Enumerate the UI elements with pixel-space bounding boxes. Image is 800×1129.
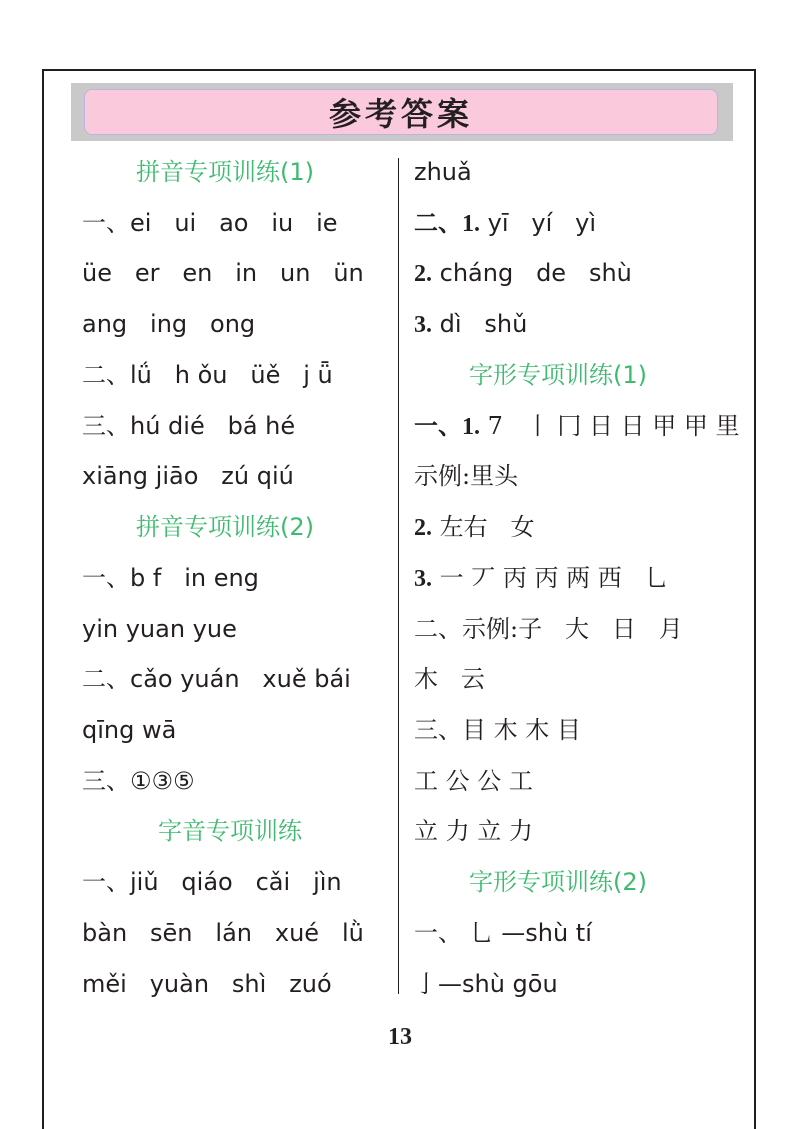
answer-line: 二、示例:子 大 日 月 xyxy=(414,615,683,643)
item-number: 二、1. xyxy=(414,211,480,237)
page-title: 参考答案 xyxy=(84,89,718,135)
answer-line: 三、①③⑤ xyxy=(82,767,195,795)
answer-line: 立 力 立 力 xyxy=(414,817,533,845)
answer-line: 一、ei ui ao iu ie xyxy=(82,209,338,237)
column-divider xyxy=(398,158,399,994)
section-heading-char-sound: 字音专项训练 xyxy=(158,817,302,845)
answer-line: qīng wā xyxy=(82,716,177,744)
answer-line xyxy=(414,406,740,446)
answer-line: xiāng jiāo zú qiú xyxy=(82,462,294,490)
answer-line: yin yuan yue xyxy=(82,615,237,643)
answer-line: 一、jiǔ qiáo cǎi jìn xyxy=(82,868,342,896)
item-number: 2. xyxy=(414,261,432,287)
section-heading-pinyin-1: 拼音专项训练(1) xyxy=(136,158,314,186)
stroke-order: 一 丆 丙 丙 两 西 乚 xyxy=(432,564,669,592)
answer-line: 示例:里头 xyxy=(414,462,519,490)
page-number: 13 xyxy=(388,1024,412,1050)
answer-line: 一、b f in eng xyxy=(82,564,259,592)
answer-line: 二、cǎo yuán xuě bái xyxy=(82,665,351,693)
answer-line xyxy=(414,558,669,598)
answer-line: 三、hú dié bá hé xyxy=(82,412,296,440)
answer-text: cháng de shù xyxy=(432,259,632,287)
stroke-order: 7 丨 冂 日 日 甲 甲 里 xyxy=(480,412,740,440)
answer-text: yī yí yì xyxy=(480,209,597,237)
item-number: 2. xyxy=(414,515,432,541)
answer-line: bàn sēn lán xué lǜ xyxy=(82,919,364,947)
answer-line: 一、 ⺃ —shù tí xyxy=(414,919,592,947)
item-number: 一、1. xyxy=(414,414,480,440)
answer-line: 工 公 公 工 xyxy=(414,767,533,795)
answer-text: 左右 女 xyxy=(432,513,535,541)
answer-line: ang ing ong xyxy=(82,310,256,338)
answer-line xyxy=(414,253,632,293)
answer-line xyxy=(414,304,527,344)
section-heading-char-shape-1: 字形专项训练(1) xyxy=(469,361,647,389)
answer-line xyxy=(414,507,535,547)
section-heading-char-shape-2: 字形专项训练(2) xyxy=(469,868,647,896)
answer-line: 木 云 xyxy=(414,665,485,693)
answer-line: 三、目 木 木 目 xyxy=(414,716,581,744)
answer-line xyxy=(414,203,596,243)
answer-text: dì shǔ xyxy=(432,310,528,338)
answer-line: üe er en in un ün xyxy=(82,259,364,287)
answer-line: 二、lǘ h ǒu üě j ǖ xyxy=(82,361,333,389)
item-number: 3. xyxy=(414,566,432,592)
answer-line: měi yuàn shì zuó xyxy=(82,970,332,998)
answer-line: zhuǎ xyxy=(414,158,472,186)
answer-line: 亅—shù gōu xyxy=(414,970,558,998)
item-number: 3. xyxy=(414,312,432,338)
section-heading-pinyin-2: 拼音专项训练(2) xyxy=(136,513,314,541)
